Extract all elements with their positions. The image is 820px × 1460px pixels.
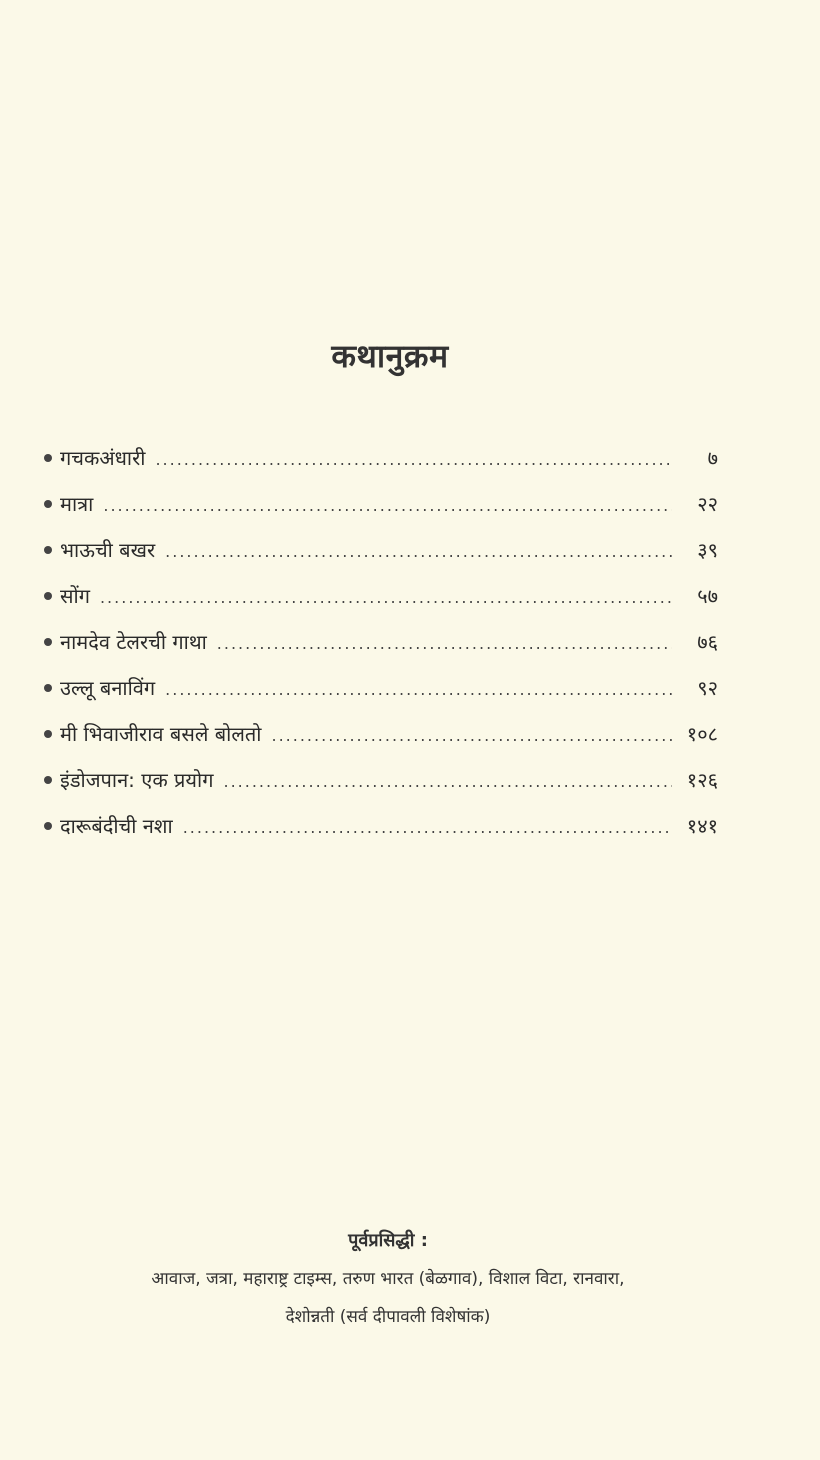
dot-leader (183, 818, 672, 837)
toc-entry-page: १४१ (686, 814, 718, 838)
page-title: कथानुक्रम (331, 337, 449, 375)
dot-leader (272, 726, 673, 745)
bullet-icon (44, 822, 52, 830)
toc-entry-page: ७ (707, 446, 718, 470)
toc-entry-page: २२ (697, 492, 718, 516)
bullet-icon (44, 730, 52, 738)
toc-entry (44, 766, 718, 812)
bullet-icon (44, 546, 52, 554)
toc-entry (44, 720, 718, 766)
dot-leader (223, 772, 672, 791)
toc-entry-title: दारूबंदीची नशा (60, 814, 173, 838)
toc-entry-page: ३९ (697, 538, 718, 562)
bullet-icon (44, 776, 52, 784)
prior-publication-heading: पूर्वप्रसिद्धी : (348, 1230, 428, 1251)
prior-publication-note: देशोन्नती (सर्व दीपावली विशेषांक) (285, 1307, 491, 1327)
prior-publication-list: आवाज, जत्रा, महाराष्ट्र टाइम्स, तरुण भारत (बेळगाव), विशाल विटा, रानवारा, (151, 1269, 625, 1289)
toc-entry-title: मी भिवाजीराव बसले बोलतो (60, 722, 262, 746)
toc-entry-title: सोंग (60, 584, 90, 608)
toc-entry (44, 444, 718, 490)
bullet-icon (44, 592, 52, 600)
bullet-icon (44, 684, 52, 692)
toc-entry (44, 812, 718, 858)
toc-entry-title: उल्लू बनाविंग (60, 676, 156, 700)
toc-entry-page: ५७ (697, 584, 718, 608)
bullet-icon (44, 500, 52, 508)
dot-leader (103, 496, 672, 515)
dot-leader (165, 680, 672, 699)
toc-entry-title: नामदेव टेलरची गाथा (60, 630, 207, 654)
toc-entry (44, 536, 718, 582)
dot-leader (217, 634, 672, 653)
dot-leader (100, 588, 672, 607)
dot-leader (165, 542, 672, 561)
toc-entry (44, 490, 718, 536)
bullet-icon (44, 454, 52, 462)
toc-entry-page: ९२ (697, 676, 718, 700)
toc-entry-page: ७६ (697, 630, 718, 654)
table-of-contents (44, 444, 718, 858)
toc-entry-title: इंडोजपान: एक प्रयोग (60, 768, 214, 792)
toc-entry (44, 674, 718, 720)
toc-entry (44, 582, 718, 628)
toc-entry-page: १०८ (686, 722, 718, 746)
toc-entry-title: मात्रा (60, 492, 94, 516)
toc-entry (44, 628, 718, 674)
toc-entry-title: गचकअंधारी (60, 446, 146, 470)
bullet-icon (44, 638, 52, 646)
toc-entry-page: १२६ (686, 768, 718, 792)
toc-entry-title: भाऊची बखर (60, 538, 156, 562)
dot-leader (155, 450, 672, 469)
